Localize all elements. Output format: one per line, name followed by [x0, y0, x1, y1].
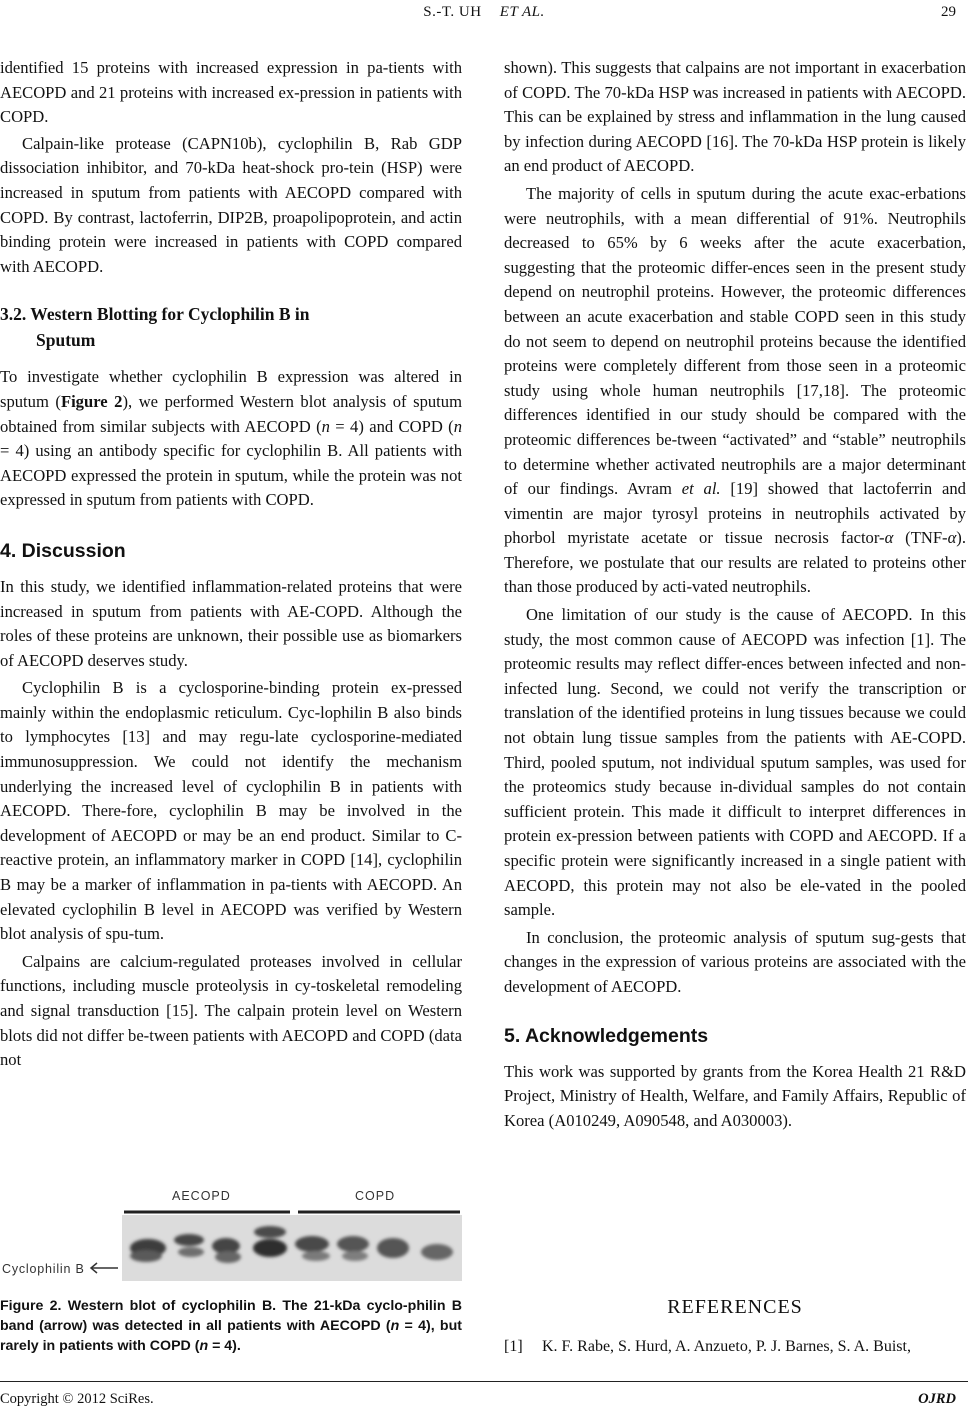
text-run: et al. — [681, 479, 721, 499]
figure-western-blot — [0, 1182, 462, 1284]
text-run: α — [947, 528, 957, 548]
text-run: (TNF- — [893, 528, 948, 548]
figure-link[interactable]: Figure 2 — [60, 391, 123, 411]
reference-text: K. F. Rabe, S. Hurd, A. Anzueto, P. J. Barnes, S. A. Buist, — [542, 1338, 911, 1355]
text-run: The majority of cells in sputum during the acute exac-erbations were neutrophils, with a mean differential of 91%. Neutrophils decreased to 65% by 6 weeks after the acute exacerbation, suggesting that the proteomic differ-ences seen in the present study depend on neutrophil proteins. However, the proteomic differences between an acute exacerbation and stable COPD seen in this study do not seem to depend on neutrophil proteins because the identified proteins were completely different from those seen in a proteomic study using whole human neutrophils [17,18]. The proteomic differences identified in our study should be compared with the proteomic differences be-tween “activated” and “stable” neutrophils to determine whether activated neutrophils are a major determinant of our findings. Avram — [504, 183, 966, 499]
figure-caption — [0, 1296, 462, 1356]
text-run: ), we performed Western blot analysis of sputum obtained from similar subjects with AECOPD ( — [0, 391, 462, 436]
text-run: Figure 2. Western blot of cyclophilin B. The 21-kDa cyclo-philin B band (arrow) was detected in all patients with AECOPD ( — [0, 1298, 462, 1334]
header-et-al: ET AL. — [499, 4, 545, 20]
text-run: n — [453, 416, 462, 436]
footer-journal: OJRD — [918, 1391, 956, 1407]
blot-membrane — [122, 1215, 462, 1281]
paragraph — [0, 365, 462, 513]
page-number: 29 — [941, 4, 956, 20]
references-heading: REFERENCES — [667, 1296, 803, 1318]
section-heading-3-2 — [0, 301, 462, 353]
text-run: [19] showed that lactoferrin and vimentin are major tyrosyl proteins in neutrophils activated by phorbol myristate acetate or tissue necrosis factor- — [504, 479, 966, 548]
paragraph: This work was supported by grants from the Korea Health 21 R&D Project, Ministry of Health, Welfare, and Family Affairs, Republic of Korea (A010249, A090548, and A030003). — [504, 1061, 966, 1130]
paragraph — [504, 182, 966, 600]
paragraph: identified 15 proteins with increased expression in pa-tients with AECOPD and 21 proteins with increased ex-pression in patients with COPD. — [0, 58, 462, 127]
text-run: n — [321, 416, 330, 436]
text-run: ). Therefore, we postulate that our results are related to proteins other than those produced by acti-vated neutrophils. — [504, 528, 966, 597]
text-run: n — [199, 1338, 209, 1354]
header-author: S.-T. UH — [423, 4, 482, 20]
section-heading-5: 5. Acknowledgements — [504, 1024, 709, 1047]
footer-divider — [0, 1381, 968, 1382]
section-heading-line: 3.2. Western Blotting for Cyclophilin B in — [0, 304, 310, 325]
lane-label-copd: COPD — [355, 1189, 396, 1203]
reference-number: [1] — [504, 1338, 523, 1355]
footer-copyright: Copyright © 2012 SciRes. — [0, 1391, 154, 1407]
paragraph: Cyclophilin B is a cyclosporine-binding protein ex-pressed mainly within the endoplasmic reticulum. Cyc-lophilin B also binds to lymphocytes [13] and may regu-late cyclosporine-mediated immunosuppression. We could not identify the mechanism underlying the increased level of cyclophilin B in patients with AECOPD. There-fore, cyclophilin B may be involved in the development of AECOPD or may be an end product. Similar to C-reactive protein, an inflammatory marker in COPD [14], cyclophilin B may be a marker of inflammation in pa-tients with AECOPD. An elevated cyclophilin B level in AECOPD was verified by Western blot analysis of spu-tum. — [0, 678, 462, 944]
text-run: To investigate whether cyclophilin B expression was altered in sputum ( — [0, 367, 462, 411]
paragraph: Calpain-like protease (CAPN10b), cyclophilin B, Rab GDP dissociation inhibitor, and 70-kDa heat-shock pro-tein (HSP) were increased in sputum from patients with AECOPD compared with COPD. By contrast, lactoferrin, DIP2B, proapolipoprotein, and actin binding protein were increased in patients with COPD compared with AECOPD. — [0, 133, 462, 276]
paragraph: In conclusion, the proteomic analysis of sputum sug-gests that changes in the expression of various proteins are associated with the development of AECOPD. — [504, 927, 966, 996]
text-run: = 4). — [208, 1338, 241, 1354]
text-run: n — [390, 1318, 400, 1334]
running-header — [0, 4, 968, 21]
paragraph: Calpains are calcium-regulated proteases involved in cellular functions, including muscle proteolysis in cy-toskeletal remodeling and signal transduction [15]. The calpain protein level on Western blots did not differ be-tween patients with AECOPD and COPD (data not — [0, 951, 462, 1070]
section-heading-line: Sputum — [36, 330, 96, 351]
left-column — [0, 56, 462, 1073]
lane-label-aecopd: AECOPD — [172, 1189, 231, 1203]
section-heading-4: 4. Discussion — [0, 539, 126, 562]
paragraph: One limitation of our study is the cause of AECOPD. In this study, the most common cause of AECOPD was infection [1]. The proteomic results may reflect differ-ences between infected and non-infected lung. Second, we could not verify the transcription or translation of the identified proteins in lung tissues because we could not obtain lung tissue samples from the patients with AE-COPD. Third, pooled sputum, not individual sputum samples, was used for the proteomics study because in-dividual samples do not contain sufficient protein. This made it difficult to interpret differences in protein ex-pression between patients with COPD and AECOPD. If a specific protein were significantly increased in a single patient with AECOPD, this protein may not also be ele-vated in the pooled sample. — [504, 605, 966, 920]
paragraph: In this study, we identified inflammation-related proteins that were increased in sputum from patients with AE-COPD. Although the roles of these proteins are unknown, their possible use as biomarkers of AECOPD deserves study. — [0, 576, 462, 670]
band-label: Cyclophilin B — [2, 1262, 85, 1276]
text-run: α — [884, 528, 894, 548]
text-run: = 4) using an antibody specific for cyclophilin B. All patients with AECOPD expressed the protein in sputum, while the protein was not expressed in sputum from patients with COPD. — [0, 441, 462, 510]
text-run: = 4) and COPD ( — [329, 416, 454, 436]
reference-item — [504, 1336, 966, 1358]
text-run: = 4), but rarely in patients with COPD ( — [0, 1318, 462, 1354]
paragraph: shown). This suggests that calpains are not important in exacerbation of COPD. The 70-kDa HSP was increased in patients with AECOPD. This can be explained by stress and inflammation in the lung caused by infection during AECOPD [16]. The 70-kDa HSP protein is likely an end product of AECOPD. — [504, 58, 966, 176]
western-blot-image — [0, 1182, 462, 1284]
right-column — [504, 56, 966, 1133]
